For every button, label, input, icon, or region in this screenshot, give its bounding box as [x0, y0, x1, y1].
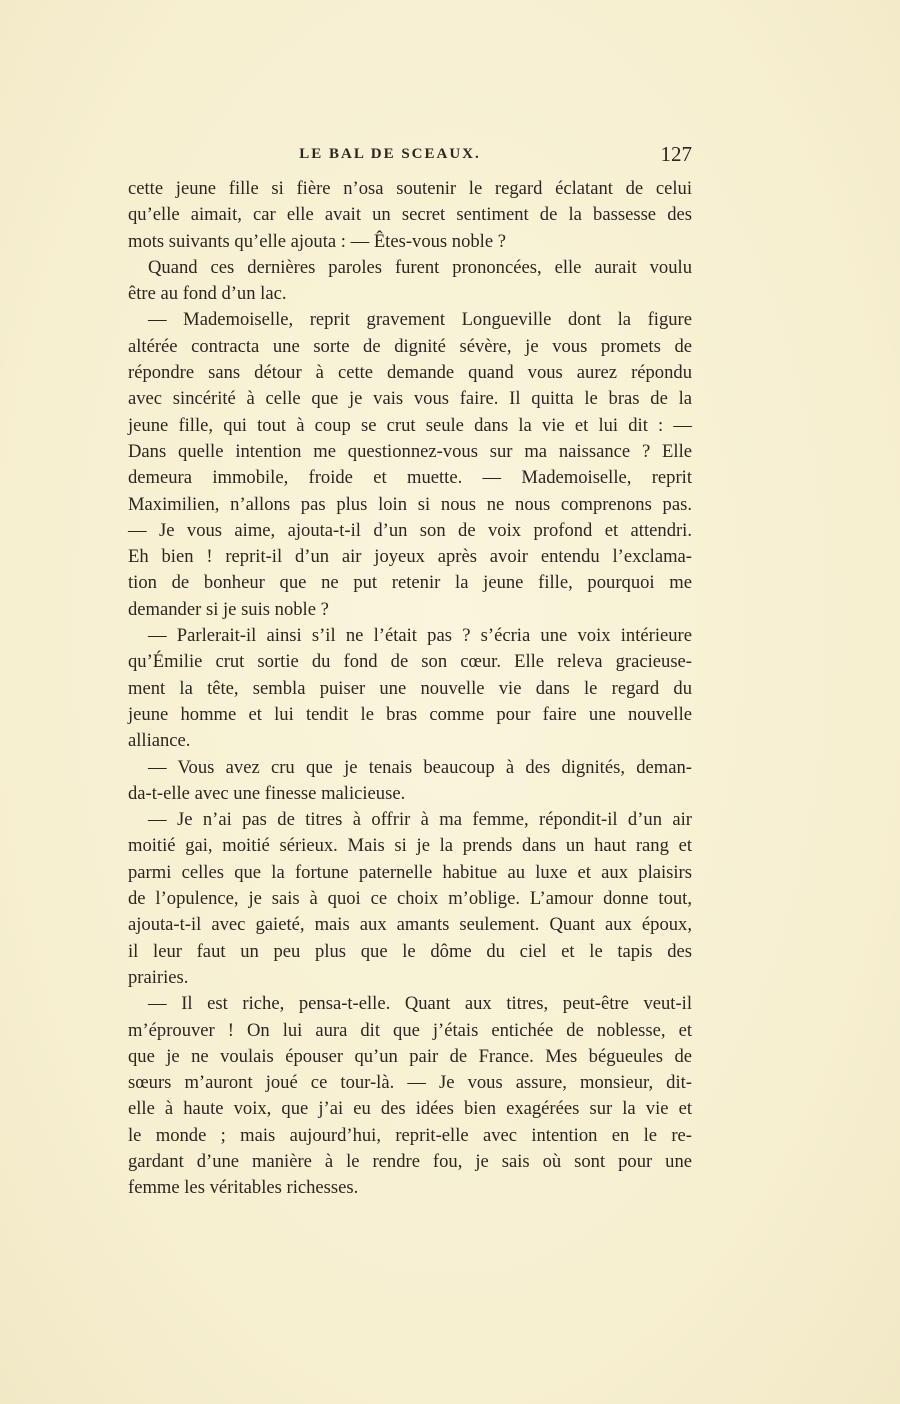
- text-line: Maximilien, n’allons pas plus loin si nous ne nous comprenons pas.: [128, 493, 692, 515]
- text-line: — Vous avez cru que je tenais beaucoup à des dignités, deman-: [148, 756, 692, 778]
- text-line: — Il est riche, pensa-t-elle. Quant aux titres, peut-être veut-il: [148, 993, 692, 1015]
- text-line: parmi celles que la fortune paternelle habitue au luxe et aux plaisirs: [128, 861, 692, 883]
- body-text: [128, 176, 692, 1202]
- text-line: que je ne voulais épouser qu’un pair de France. Mes bégueules de: [128, 1045, 692, 1067]
- text-line: il leur faut un peu plus que le dôme du ciel et le tapis des: [128, 940, 692, 962]
- text-line: demeura immobile, froide et muette. — Mademoiselle, reprit: [128, 467, 692, 489]
- text-line: être au fond d’un lac.: [128, 283, 287, 305]
- text-line: cette jeune fille si fière n’osa soutenir le regard éclatant de celui: [128, 178, 692, 199]
- page-number: 127: [660, 142, 692, 166]
- text-line: ment la tête, sembla puiser une nouvelle vie dans le regard du: [128, 677, 692, 699]
- text-line: mots suivants qu’elle ajouta : — Êtes-vous noble ?: [128, 230, 507, 252]
- text-line: m’éprouver ! On lui aura dit que j’étais entichée de noblesse, et: [128, 1019, 692, 1041]
- text-line: Quand ces dernières paroles furent prononcées, elle aurait voulu: [148, 256, 692, 278]
- text-line: ajouta-t-il avec gaieté, mais aux amants seulement. Quant aux époux,: [128, 914, 692, 936]
- running-title: LE BAL DE SCEAUX.: [299, 146, 481, 162]
- text-line: altérée contracta une sorte de dignité sévère, je vous promets de: [128, 335, 692, 357]
- text-line: alliance.: [128, 730, 191, 752]
- text-line: répondre sans détour à cette demande quand vous aurez répondu: [128, 362, 692, 384]
- text-line: de l’opulence, je sais à quoi ce choix m’oblige. L’amour donne tout,: [128, 888, 692, 910]
- text-line: prairies.: [128, 966, 189, 988]
- text-line: Dans quelle intention me questionnez-vous sur ma naissance ? Elle: [128, 440, 692, 462]
- text-line: — Je vous aime, ajouta-t-il d’un son de voix profond et attendri.: [128, 519, 692, 541]
- text-line: sœurs m’auront joué ce tour-là. — Je vous assure, monsieur, dit-: [128, 1072, 692, 1094]
- page-header: [128, 144, 692, 170]
- text-line: — Je n’ai pas de titres à offrir à ma femme, répondit-il d’un air: [148, 809, 692, 831]
- text-line: le monde ; mais aujourd’hui, reprit-elle avec intention en le re-: [128, 1124, 692, 1146]
- text-line: jeune homme et lui tendit le bras comme pour faire une nouvelle: [128, 703, 692, 725]
- text-line: Eh bien ! reprit-il d’un air joyeux après avoir entendu l’exclama-: [128, 546, 692, 568]
- text-line: avec sincérité à celle que je vais vous faire. Il quitta le bras de la: [128, 388, 692, 410]
- text-line: elle à haute voix, que j’ai eu des idées bien exagérées sur la vie et: [128, 1098, 692, 1120]
- text-line: gardant d’une manière à le rendre fou, je sais où sont pour une: [128, 1150, 692, 1172]
- text-line: da-t-elle avec une finesse malicieuse.: [128, 782, 406, 804]
- text-line: qu’Émilie crut sortie du fond de son cœur. Elle releva gracieuse-: [128, 651, 692, 673]
- text-line: moitié gai, moitié sérieux. Mais si je la prends dans un haut rang et: [128, 835, 692, 857]
- text-line: qu’elle aimait, car elle avait un secret sentiment de la bassesse des: [128, 204, 692, 226]
- text-line: jeune fille, qui tout à coup se crut seule dans la vie et lui dit : —: [128, 414, 692, 436]
- text-line: femme les véritables richesses.: [128, 1177, 359, 1199]
- text-line: — Mademoiselle, reprit gravement Longueville dont la figure: [148, 309, 692, 331]
- text-line: demander si je suis noble ?: [128, 598, 329, 620]
- text-line: tion de bonheur que ne put retenir la jeune fille, pourquoi me: [128, 572, 692, 594]
- text-line: — Parlerait-il ainsi s’il ne l’était pas ? s’écria une voix intérieure: [148, 625, 692, 647]
